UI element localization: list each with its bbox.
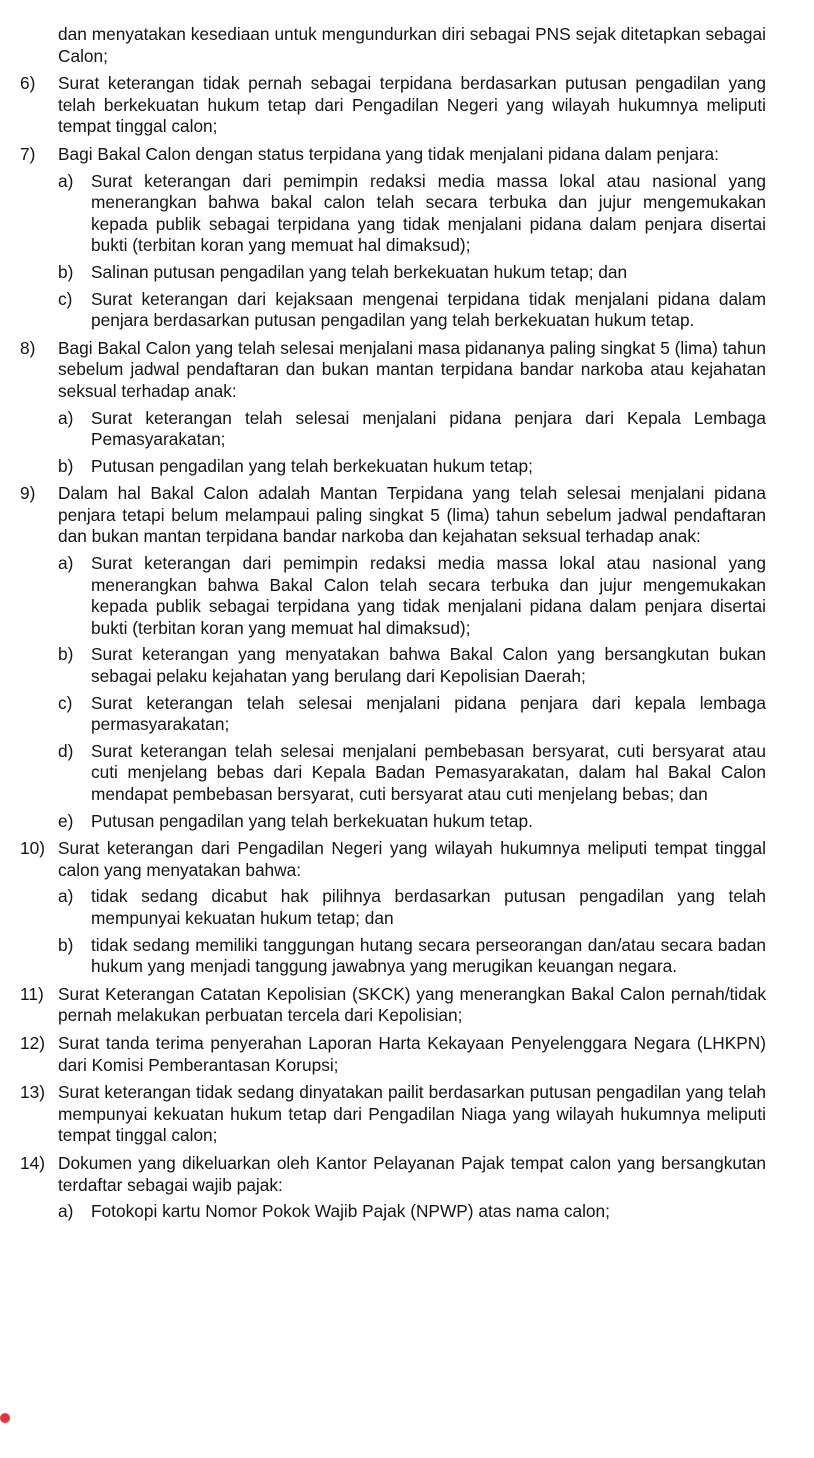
- sub-item-label: b): [58, 934, 74, 955]
- list-item: [20, 984, 766, 1027]
- sub-item: [58, 693, 766, 736]
- sub-list: [58, 171, 766, 332]
- item-text: Dokumen yang dikeluarkan oleh Kantor Pelayanan Pajak tempat calon yang bersangkutan terdaftar sebagai wajib pajak:: [58, 1152, 766, 1195]
- sub-item-text: Salinan putusan pengadilan yang telah berkekuatan hukum tetap; dan: [91, 261, 628, 282]
- item-number: 6): [20, 73, 36, 94]
- sub-list: [58, 553, 766, 832]
- sub-item-text: tidak sedang memiliki tanggungan hutang secara perseorangan dan/atau secara badan hukum yang menjadi tanggung jawabnya yang merugikan keuangan negara.: [91, 934, 766, 977]
- sub-item: [58, 1201, 766, 1223]
- sub-list: [58, 1201, 766, 1223]
- sub-item: [58, 171, 766, 257]
- sub-item-text: Surat keterangan telah selesai menjalani pidana penjara dari kepala lembaga permasyarakatan;: [91, 692, 766, 735]
- sub-list: [58, 886, 766, 977]
- item-text: Bagi Bakal Calon dengan status terpidana yang tidak menjalani pidana dalam penjara:: [58, 143, 719, 164]
- item-number: 10): [20, 838, 45, 859]
- sub-item-label: e): [58, 810, 74, 831]
- sub-item: [58, 811, 766, 833]
- sub-item-text: Surat keterangan yang menyatakan bahwa Bakal Calon yang bersangkutan bukan sebagai pelaku kejahatan yang berulang dari Kepolisian Daerah;: [91, 644, 766, 687]
- sub-item-label: a): [58, 886, 74, 907]
- sub-item-text: Surat keterangan dari kejaksaan mengenai terpidana tidak menjalani pidana dalam penjara berdasarkan putusan pengadilan yang telah berkekuatan hukum tetap.: [91, 288, 766, 331]
- list-item: [20, 338, 766, 478]
- sub-item-text: Putusan pengadilan yang telah berkekuatan hukum tetap.: [91, 810, 533, 831]
- sub-item: [58, 262, 766, 284]
- list-item: [20, 73, 766, 138]
- sub-item-label: a): [58, 1201, 74, 1222]
- sub-item: [58, 456, 766, 478]
- sub-item-label: c): [58, 288, 73, 309]
- sub-item-label: b): [58, 455, 74, 476]
- item-text: Surat tanda terima penyerahan Laporan Harta Kekayaan Penyelenggara Negara (LHKPN) dari Komisi Pemberantasan Korupsi;: [58, 1032, 766, 1075]
- sub-item-text: Fotokopi kartu Nomor Pokok Wajib Pajak (NPWP) atas nama calon;: [91, 1201, 610, 1222]
- sub-list: [58, 408, 766, 478]
- sub-item: [58, 935, 766, 978]
- requirements-list: [20, 73, 766, 1223]
- item-number: 14): [20, 1152, 45, 1173]
- intro-paragraph: dan menyatakan kesediaan untuk mengundurkan diri sebagai PNS sejak ditetapkan sebagai Calon;: [58, 24, 766, 66]
- document-body: [20, 24, 766, 1223]
- sub-item-text: tidak sedang dicabut hak pilihnya berdasarkan putusan pengadilan yang telah mempunyai kekuatan hukum tetap; dan: [91, 886, 766, 928]
- item-number: 11): [20, 983, 44, 1004]
- list-item: [20, 1033, 766, 1076]
- sub-item-label: c): [58, 692, 73, 713]
- sub-item-text: Surat keterangan telah selesai menjalani pidana penjara dari Kepala Lembaga Pemasyarakatan;: [91, 407, 766, 450]
- sub-item: [58, 408, 766, 451]
- sub-item-text: Surat keterangan dari pemimpin redaksi media massa lokal atau nasional yang menerangkan bahwa Bakal Calon telah secara terbuka dan jujur mengemukakan kepada publik sebagai terpidana yang tidak menjalani pidana dalam penjara disertai bukti (terbitan koran yang memuat hal dimaksud);: [91, 553, 766, 638]
- list-item: [20, 483, 766, 832]
- list-item: [20, 144, 766, 332]
- item-number: 7): [20, 143, 36, 164]
- item-text: Bagi Bakal Calon yang telah selesai menjalani masa pidananya paling singkat 5 (lima) tahun sebelum jadwal pendaftaran dan bukan mantan terpidana bandar narkoba atau kejahatan seksual terhadap anak:: [58, 337, 766, 401]
- sub-item-label: b): [58, 644, 74, 665]
- item-text: Surat keterangan dari Pengadilan Negeri yang wilayah hukumnya meliputi tempat tinggal calon yang menyatakan bahwa:: [58, 838, 766, 880]
- sub-item-label: d): [58, 740, 74, 761]
- item-number: 8): [20, 337, 36, 358]
- list-item: [20, 1153, 766, 1223]
- red-dot-marker: [0, 1413, 10, 1423]
- sub-item: [58, 886, 766, 929]
- item-text: Dalam hal Bakal Calon adalah Mantan Terpidana yang telah selesai menjalani pidana penjara tetapi belum melampaui paling singkat 5 (lima) tahun sebelum jadwal pendaftaran dan bukan mantan terpidana bandar narkoba dan kejahatan seksual terhadap anak:: [58, 483, 766, 547]
- sub-item-label: a): [58, 553, 74, 574]
- item-text: Surat keterangan tidak sedang dinyatakan pailit berdasarkan putusan pengadilan yang telah mempunyai kekuatan hukum tetap dari Pengadilan Niaga yang wilayah hukumnya meliputi tempat tinggal calon;: [58, 1082, 766, 1146]
- sub-item: [58, 741, 766, 806]
- item-text: Surat Keterangan Catatan Kepolisian (SKCK) yang menerangkan Bakal Calon pernah/tidak pernah melakukan perbuatan tercela dari Kepolisian;: [58, 983, 766, 1026]
- item-number: 12): [20, 1032, 45, 1053]
- sub-item: [58, 553, 766, 639]
- sub-item-label: b): [58, 261, 74, 282]
- sub-item-label: a): [58, 407, 74, 428]
- sub-item-text: Surat keterangan dari pemimpin redaksi media massa lokal atau nasional yang menerangkan bahwa bakal calon telah secara terbuka dan jujur mengemukakan kepada publik sebagai terpidana yang tidak menjalani pidana dalam penjara disertai bukti (terbitan koran yang memuat hal dimaksud);: [91, 170, 766, 256]
- item-number: 13): [20, 1082, 45, 1103]
- item-number: 9): [20, 483, 36, 504]
- sub-item-text: Surat keterangan telah selesai menjalani pembebasan bersyarat, cuti bersyarat atau cuti menjelang bebas dari Kepala Badan Pemasyarakatan, dalam hal Bakal Calon mendapat pembebasan bersyarat, cuti bersyarat atau cuti menjelang bebas; dan: [91, 740, 766, 804]
- list-item: [20, 1082, 766, 1147]
- item-text: Surat keterangan tidak pernah sebagai terpidana berdasarkan putusan pengadilan yang telah berkekuatan hukum tetap dari Pengadilan Negeri yang wilayah hukumnya meliputi tempat tinggal calon;: [58, 73, 766, 137]
- sub-item: [58, 289, 766, 332]
- list-item: [20, 838, 766, 978]
- sub-item: [58, 644, 766, 687]
- sub-item-text: Putusan pengadilan yang telah berkekuatan hukum tetap;: [91, 455, 533, 476]
- sub-item-label: a): [58, 170, 74, 191]
